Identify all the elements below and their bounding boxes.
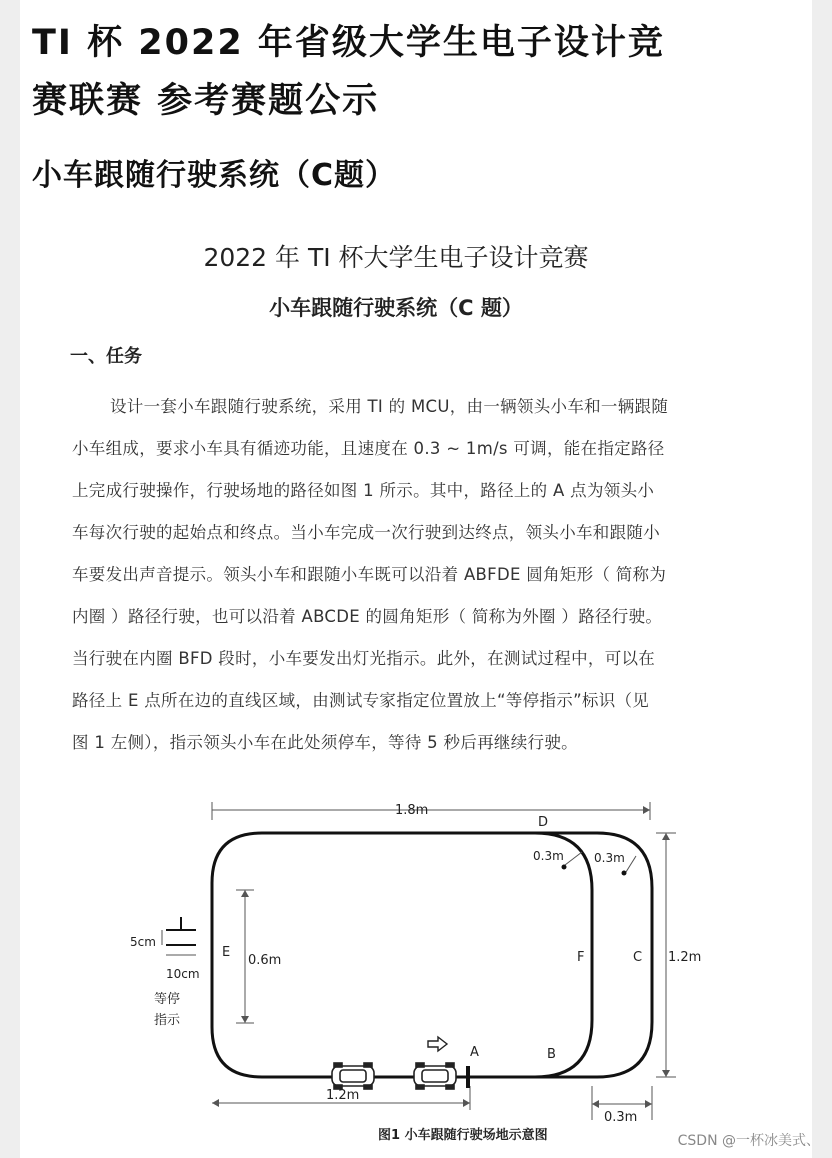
section-heading: 一、任务	[70, 346, 142, 367]
document-subtitle: 小车跟随行驶系统（C 题）	[269, 296, 523, 320]
dim-inner-label: 0.6m	[248, 953, 282, 968]
article-title-line2: 赛联赛 参考赛题公示	[32, 81, 380, 121]
stop-sign-width-label: 10cm	[166, 967, 200, 981]
paragraph-line: 设计一套小车跟随行驶系统，采用 TI 的 MCU，由一辆领头小车和一辆跟随	[110, 397, 669, 416]
article-subtitle: 小车跟随行驶系统（C题）	[32, 158, 397, 193]
document-title: 2022 年 TI 杯大学生电子设计竞赛	[203, 243, 589, 272]
figure-caption: 图1 小车跟随行驶场地示意图	[378, 1128, 548, 1143]
stop-sign-height-label: 5cm	[130, 935, 156, 949]
point-b-label: B	[547, 1047, 556, 1062]
article-title-line1: TI 杯 2022 年省级大学生电子设计竞	[32, 23, 665, 63]
csdn-watermark: CSDN @一杯冰美式、	[677, 1133, 820, 1149]
point-d-label: D	[538, 815, 549, 830]
stop-label-line2: 指示	[154, 1013, 181, 1028]
stop-label-line1: 等停	[154, 992, 181, 1007]
direction-arrow-icon	[428, 1037, 447, 1051]
stop-sign-icon	[166, 917, 196, 945]
leader-car-icon	[414, 1063, 456, 1089]
article-title	[32, 14, 772, 130]
dim-right-label: 1.2m	[668, 950, 702, 965]
paragraph-line: 上完成行驶操作，行驶场地的路径如图 1 所示。其中，路径上的 A 点为领头小	[72, 481, 655, 500]
paragraph-line: 小车组成，要求小车具有循迹功能，且速度在 0.3 ~ 1m/s 可调，能在指定路径	[72, 439, 665, 458]
point-f-label: F	[577, 950, 585, 965]
follower-car-icon	[332, 1063, 374, 1089]
track-diagram	[0, 790, 832, 1158]
radius-outer-label: 0.3m	[594, 851, 625, 865]
point-c-label: C	[633, 950, 643, 965]
dim-bottom-right-label: 0.3m	[604, 1110, 638, 1125]
paragraph-line: 内圈 ）路径行驶，也可以沿着 ABCDE 的圆角矩形（ 简称为外圈 ）路径行驶。	[72, 607, 663, 626]
paragraph-line: 当行驶在内圈 BFD 段时，小车要发出灯光指示。此外，在测试过程中，可以在	[72, 649, 656, 668]
paragraph-line: 车每次行驶的起始点和终点。当小车完成一次行驶到达终点，领头小车和跟随小	[72, 523, 660, 542]
dim-bottom-left-label: 1.2m	[326, 1088, 360, 1103]
radius-inner-label: 0.3m	[533, 849, 564, 863]
dim-top-label: 1.8m	[395, 803, 429, 818]
point-a-label: A	[470, 1045, 479, 1060]
task-paragraph	[72, 393, 732, 771]
paragraph-line: 路径上 E 点所在边的直线区域，由测试专家指定位置放上“等停指示”标识（见	[72, 691, 650, 710]
paragraph-line: 车要发出声音提示。领头小车和跟随小车既可以沿着 ABFDE 圆角矩形（ 简称为	[72, 565, 667, 584]
point-e-label: E	[222, 945, 231, 960]
paragraph-line: 图 1 左侧），指示领头小车在此处须停车，等待 5 秒后再继续行驶。	[72, 733, 578, 752]
